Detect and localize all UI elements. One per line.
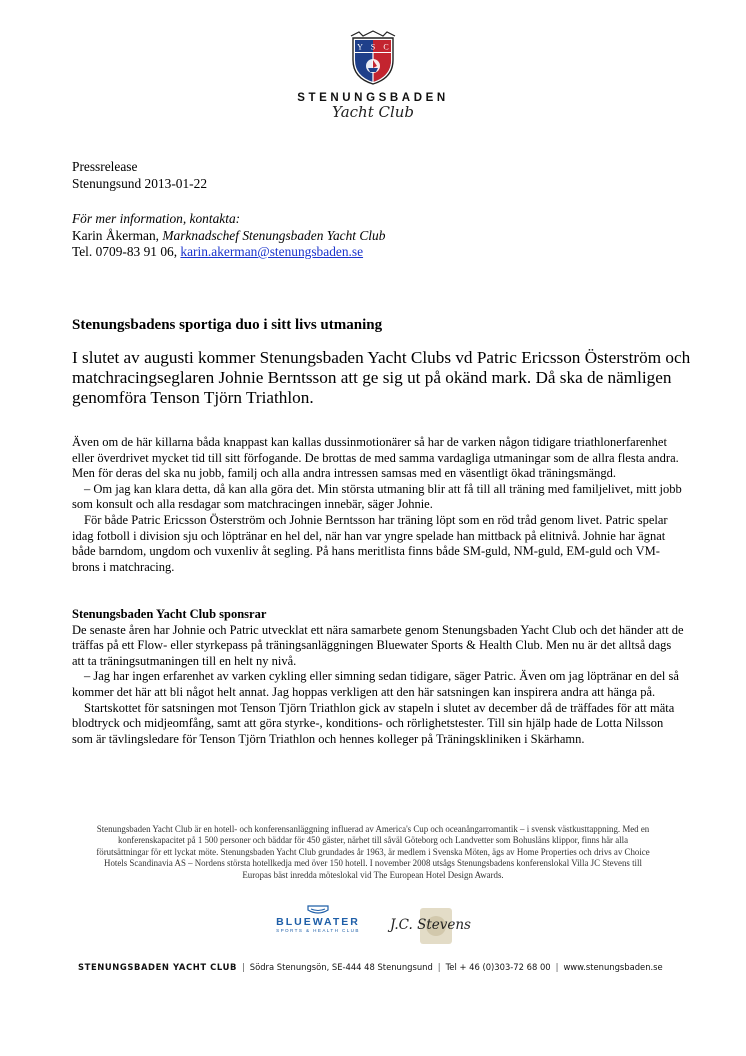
bluewater-sub: SPORTS & HEALTH CLUB: [276, 928, 360, 933]
release-place-date: Stenungsund 2013-01-22: [72, 175, 208, 191]
release-meta: [72, 159, 682, 192]
footer-contact-bar: [78, 962, 678, 972]
bluewater-name: BLUEWATER: [276, 916, 360, 928]
lead-paragraph: [72, 348, 692, 408]
release-type: Pressrelease: [72, 159, 138, 174]
footer-phone: Tel + 46 (0)303-72 68 00: [445, 962, 551, 972]
body-paragraph: De senaste åren har Johnie och Patric utvecklat ett nära samarbete genom Stenungsbaden Yacht Club och det händer att de träffas på ett Flow- eller styrkepass på träningsanläggningen Bluewater Sports & Health Club. Men nu är det alltså dags att ta träningsutmaningen till en helt ny nivå.: [72, 622, 684, 668]
brand-name: STENUNGSBADEN: [297, 92, 449, 104]
body-paragraph: – Om jag kan klara detta, då kan alla göra det. Min största utmaning blir att få till all träning med familjelivet, mitt jobb som konsult och alla resdagar som matchracingen innebär, säger Johnie.: [72, 481, 682, 512]
footer-separator: |: [437, 962, 441, 972]
contact-line: [72, 244, 682, 261]
yacht-club-crest-icon: [349, 30, 397, 86]
footer-about: Stenungsbaden Yacht Club är en hotell- och konferensanläggning influerad av America's Cup och oceanångarromantik – i svensk västkusttappning. Med en konferenskapacitet på 1 500 personer och bäddar för 450 gäster, närhet till såväl Göteborg och Landvetter som Bohusläns klippor, finns här alla förutsättningar för ett lyckat möte. Stenungsbaden Yacht Club grundades år 1963, är medlem i Svenska Möten, ägs av Home Properties och drivs av Choice Hotels Scandinavia AS – Nordens största hotellkedja med över 150 hotell. I november 2008 utsågs Stenungsbadens konferenslokal Villa JC Stevens till Europas bäst inredda möteslokal vid The European Hotel Design Awards.: [96, 824, 650, 880]
body-paragraph: För både Patric Ericsson Österström och Johnie Berntsson har träning löpt som en röd tråd genom livet. Patric spelar idag fotboll i division sju och löptränar en hel del, när han var yngre spelade han mittback på elitnivå. Johnie har ägnat både barndom, ungdom och vuxenliv åt segling. På hans meritlista finns både SM-guld, NM-guld, EM-guld och VM-brons i matchracing.: [72, 512, 668, 574]
contact-name: Karin Åkerman,: [72, 227, 160, 243]
contact-block: [72, 211, 682, 261]
body-paragraph: Även om de här killarna båda knappast kan kallas dussinmotionärer så har de varken någon tidigare triathlonerfarenhet eller överdrivet mycket tid till sitt förfogande. De brottas de med samma vardagliga utmaningar som de allra flesta andra. Men för deras del ska nu jobb, familj och alla andra intressen samsas med en väsentligt ökad träningsmängd.: [72, 435, 679, 481]
body-paragraph: Startskottet för satsningen mot Tenson Tjörn Triathlon gick av stapeln i slutet av december då de träffades för att mäta blodtryck och midjeomfång, samt att göra styrke-, konditions- och rörlighetstester. Till sin hjälp hade de Lotta Nilsson som är tävlingsledare för Tenson Tjörn Triathlon och hennes kolleger på Träningskliniken i Skärhamn.: [72, 700, 675, 746]
footer-separator: |: [555, 962, 559, 972]
headline: Stenungsbadens sportiga duo i sitt livs utmaning: [72, 317, 383, 333]
crest-letter: Y: [357, 42, 363, 52]
contact-title: Marknadschef Stenungsbaden Yacht Club: [159, 227, 386, 243]
body-section-2: [72, 607, 684, 747]
subheading: Stenungsbaden Yacht Club sponsrar: [72, 607, 267, 621]
footer-club-name: STENUNGSBADEN YACHT CLUB: [78, 962, 237, 972]
jc-stevens-logo: [390, 906, 480, 946]
bluewater-emblem-icon: [305, 904, 331, 916]
logo: [0, 30, 746, 121]
lead-text: I slutet av augusti kommer Stenungsbaden Yacht Clubs vd Patric Ericsson Österström och matchracingseglaren Johnie Berntsson att ge sig ut på okänd mark. Då ska de nämligen genomföra Tenson Tjörn Triathlon.: [72, 348, 691, 407]
bluewater-logo: [270, 908, 366, 944]
body-section-1: [72, 435, 684, 575]
partner-logos: [0, 904, 746, 948]
crest-letter: C: [383, 42, 389, 52]
brand-subtitle: Yacht Club: [331, 103, 415, 121]
footer-separator: |: [241, 962, 245, 972]
jc-stevens-name: J.C. Stevens: [390, 917, 471, 933]
crest-letter: S: [370, 42, 376, 52]
footer-website[interactable]: www.stenungsbaden.se: [563, 962, 663, 972]
contact-phone: Tel. 0709-83 91 06,: [72, 244, 181, 259]
contact-intro: För mer information, kontakta:: [72, 211, 241, 226]
contact-person: [72, 228, 682, 245]
contact-email-link[interactable]: karin.akerman@stenungsbaden.se: [180, 244, 364, 259]
footer-address: Södra Stenungsön, SE-444 48 Stenungsund: [249, 962, 433, 972]
body-paragraph: – Jag har ingen erfarenhet av varken cykling eller simning sedan tidigare, säger Patric. Även om jag löptränar en del så kommer det här att bli något helt annat. Jag hoppas verkligen att den här satsningen kan inspirera andra att hänga på.: [72, 669, 679, 699]
